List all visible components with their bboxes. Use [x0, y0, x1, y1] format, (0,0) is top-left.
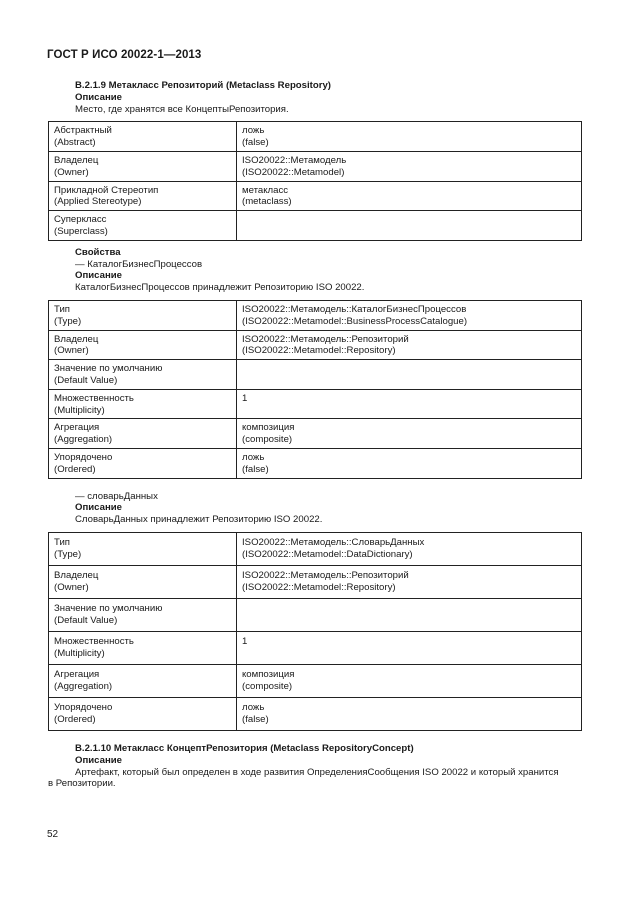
cell-text-ru: Прикладной Стереотип [54, 184, 159, 196]
cell-text-en: (Multiplicity) [54, 404, 105, 416]
cell-text-en: (Ordered) [54, 713, 96, 725]
cell-text-ru: ложь [242, 451, 265, 463]
table-row [49, 631, 582, 664]
value-cell [237, 389, 582, 419]
property-name-data-dictionary: — словарьДанных [75, 490, 158, 502]
cell-text-ru: Тип [54, 303, 70, 315]
value-cell [237, 211, 582, 241]
cell-text-ru: метакласс [242, 184, 289, 196]
cell-text-en: (false) [242, 137, 269, 149]
table-row [49, 330, 582, 360]
cell-text-en: (Owner) [54, 166, 89, 178]
table-row [49, 181, 582, 211]
description-text: КаталогБизнесПроцессов принадлежит Репозиторию ISO 20022. [75, 282, 365, 294]
value-cell [237, 151, 582, 181]
cell-text-ru: 1 [242, 392, 248, 404]
cell-text-ru: ISO20022::Метамодель [242, 154, 347, 166]
cell-text-en: (Multiplicity) [54, 647, 105, 659]
attribute-cell [49, 389, 237, 419]
cell-text-ru: Значение по умолчанию [54, 602, 163, 614]
table-row [49, 664, 582, 697]
description-label: Описание [75, 502, 122, 514]
table-row [49, 598, 582, 631]
attribute-cell [49, 631, 237, 664]
cell-text-en: (Applied Stereotype) [54, 196, 142, 208]
cell-text-ru: Упорядочено [54, 451, 113, 463]
description-text: СловарьДанных принадлежит Репозиторию ISO 20022. [75, 514, 323, 526]
cell-text-ru: композиция [242, 668, 295, 680]
cell-text-ru: Владелец [54, 333, 99, 345]
value-cell [237, 122, 582, 152]
description-label: Описание [75, 91, 122, 103]
attribute-cell [49, 181, 237, 211]
cell-text-ru: Суперкласс [54, 214, 107, 226]
cell-text-ru: Множественность [54, 392, 134, 404]
cell-text-en: (ISO20022::Metamodel::Repository) [242, 345, 396, 357]
section-heading-repository-concept: B.2.1.10 Метакласс КонцептРепозитория (Metaclass RepositoryConcept) [75, 742, 414, 754]
cell-text-ru: 1 [242, 635, 248, 647]
attribute-cell [49, 448, 237, 478]
cell-text-ru: Владелец [54, 154, 99, 166]
cell-text-ru: ложь [242, 701, 265, 713]
cell-text-en: (Aggregation) [54, 680, 113, 692]
repository-attributes-table [48, 121, 582, 240]
cell-text-ru: Владелец [54, 569, 99, 581]
attribute-cell [49, 697, 237, 730]
section-heading-repository: B.2.1.9 Метакласс Репозиторий (Metaclass Repository) [75, 80, 331, 91]
attribute-cell [49, 330, 237, 360]
cell-text-en: (Abstract) [54, 137, 96, 149]
cell-text-en: (Owner) [54, 345, 89, 357]
cell-text-en: (Default Value) [54, 614, 118, 626]
value-cell [237, 448, 582, 478]
cell-text-ru: ISO20022::Метамодель::КаталогБизнесПроцессов [242, 303, 467, 315]
data-dictionary-table [48, 532, 582, 731]
table-row [49, 151, 582, 181]
attribute-cell [49, 360, 237, 390]
attribute-cell [49, 532, 237, 565]
cell-text-en: (composite) [242, 680, 293, 692]
attribute-cell [49, 122, 237, 152]
attribute-cell [49, 664, 237, 697]
cell-text-en: (Default Value) [54, 374, 118, 386]
table-row [49, 448, 582, 478]
table-row [49, 300, 582, 330]
cell-text-en: (Aggregation) [54, 434, 113, 446]
document-header: ГОСТ Р ИСО 20022-1—2013 [47, 49, 202, 61]
cell-text-ru: Агрегация [54, 422, 100, 434]
description-text: Место, где хранятся все КонцептыРепозитория. [75, 103, 289, 115]
cell-text-en: (ISO20022::Metamodel::BusinessProcessCatalogue) [242, 315, 468, 327]
value-cell [237, 532, 582, 565]
table-row [49, 122, 582, 152]
description-text-line-1: Артефакт, который был определен в ходе развития ОпределенияСообщения ISO 20022 и который хранится [75, 766, 559, 778]
value-cell [237, 697, 582, 730]
page-content [48, 80, 583, 790]
cell-text-ru: Упорядочено [54, 701, 113, 713]
cell-text-ru: Тип [54, 536, 70, 548]
properties-label: Свойства [75, 246, 121, 258]
attribute-cell [49, 598, 237, 631]
cell-text-ru: ISO20022::Метамодель::Репозиторий [242, 333, 409, 345]
cell-text-en: (Owner) [54, 581, 89, 593]
table-row [49, 389, 582, 419]
cell-text-ru: Агрегация [54, 668, 100, 680]
cell-text-en: (false) [242, 463, 269, 475]
table-row [49, 532, 582, 565]
cell-text-en: (metaclass) [242, 196, 292, 208]
cell-text-en: (Type) [54, 548, 82, 560]
cell-text-en: (ISO20022::Metamodel::Repository) [242, 581, 396, 593]
attribute-cell [49, 565, 237, 598]
cell-text-en: (Ordered) [54, 463, 96, 475]
cell-text-ru: ложь [242, 125, 265, 137]
cell-text-ru: Абстрактный [54, 125, 112, 137]
attribute-cell [49, 419, 237, 449]
business-process-catalogue-table [48, 300, 582, 479]
table-row [49, 419, 582, 449]
cell-text-en: (Superclass) [54, 225, 108, 237]
description-label: Описание [75, 754, 122, 766]
cell-text-ru: ISO20022::Метамодель::СловарьДанных [242, 536, 425, 548]
value-cell [237, 360, 582, 390]
table-row [49, 565, 582, 598]
cell-text-ru: Множественность [54, 635, 134, 647]
value-cell [237, 631, 582, 664]
cell-text-en: (ISO20022::Metamodel) [242, 166, 345, 178]
cell-text-ru: ISO20022::Метамодель::Репозиторий [242, 569, 409, 581]
table-row [49, 360, 582, 390]
cell-text-en: (Type) [54, 315, 82, 327]
cell-text-en: (ISO20022::Metamodel::DataDictionary) [242, 548, 413, 560]
attribute-cell [49, 151, 237, 181]
value-cell [237, 598, 582, 631]
table-row [49, 697, 582, 730]
property-name-business-process-catalogue: — КаталогБизнесПроцессов [75, 258, 203, 270]
attribute-cell [49, 211, 237, 241]
value-cell [237, 330, 582, 360]
value-cell [237, 181, 582, 211]
cell-text-en: (false) [242, 713, 269, 725]
cell-text-ru: Значение по умолчанию [54, 363, 163, 375]
description-label: Описание [75, 270, 122, 282]
table-row [49, 211, 582, 241]
value-cell [237, 664, 582, 697]
attribute-cell [49, 300, 237, 330]
page-number: 52 [47, 829, 59, 840]
cell-text-en: (composite) [242, 434, 293, 446]
description-text-line-2: в Репозитории. [48, 778, 116, 790]
value-cell [237, 565, 582, 598]
value-cell [237, 419, 582, 449]
cell-text-ru: композиция [242, 422, 295, 434]
value-cell [237, 300, 582, 330]
